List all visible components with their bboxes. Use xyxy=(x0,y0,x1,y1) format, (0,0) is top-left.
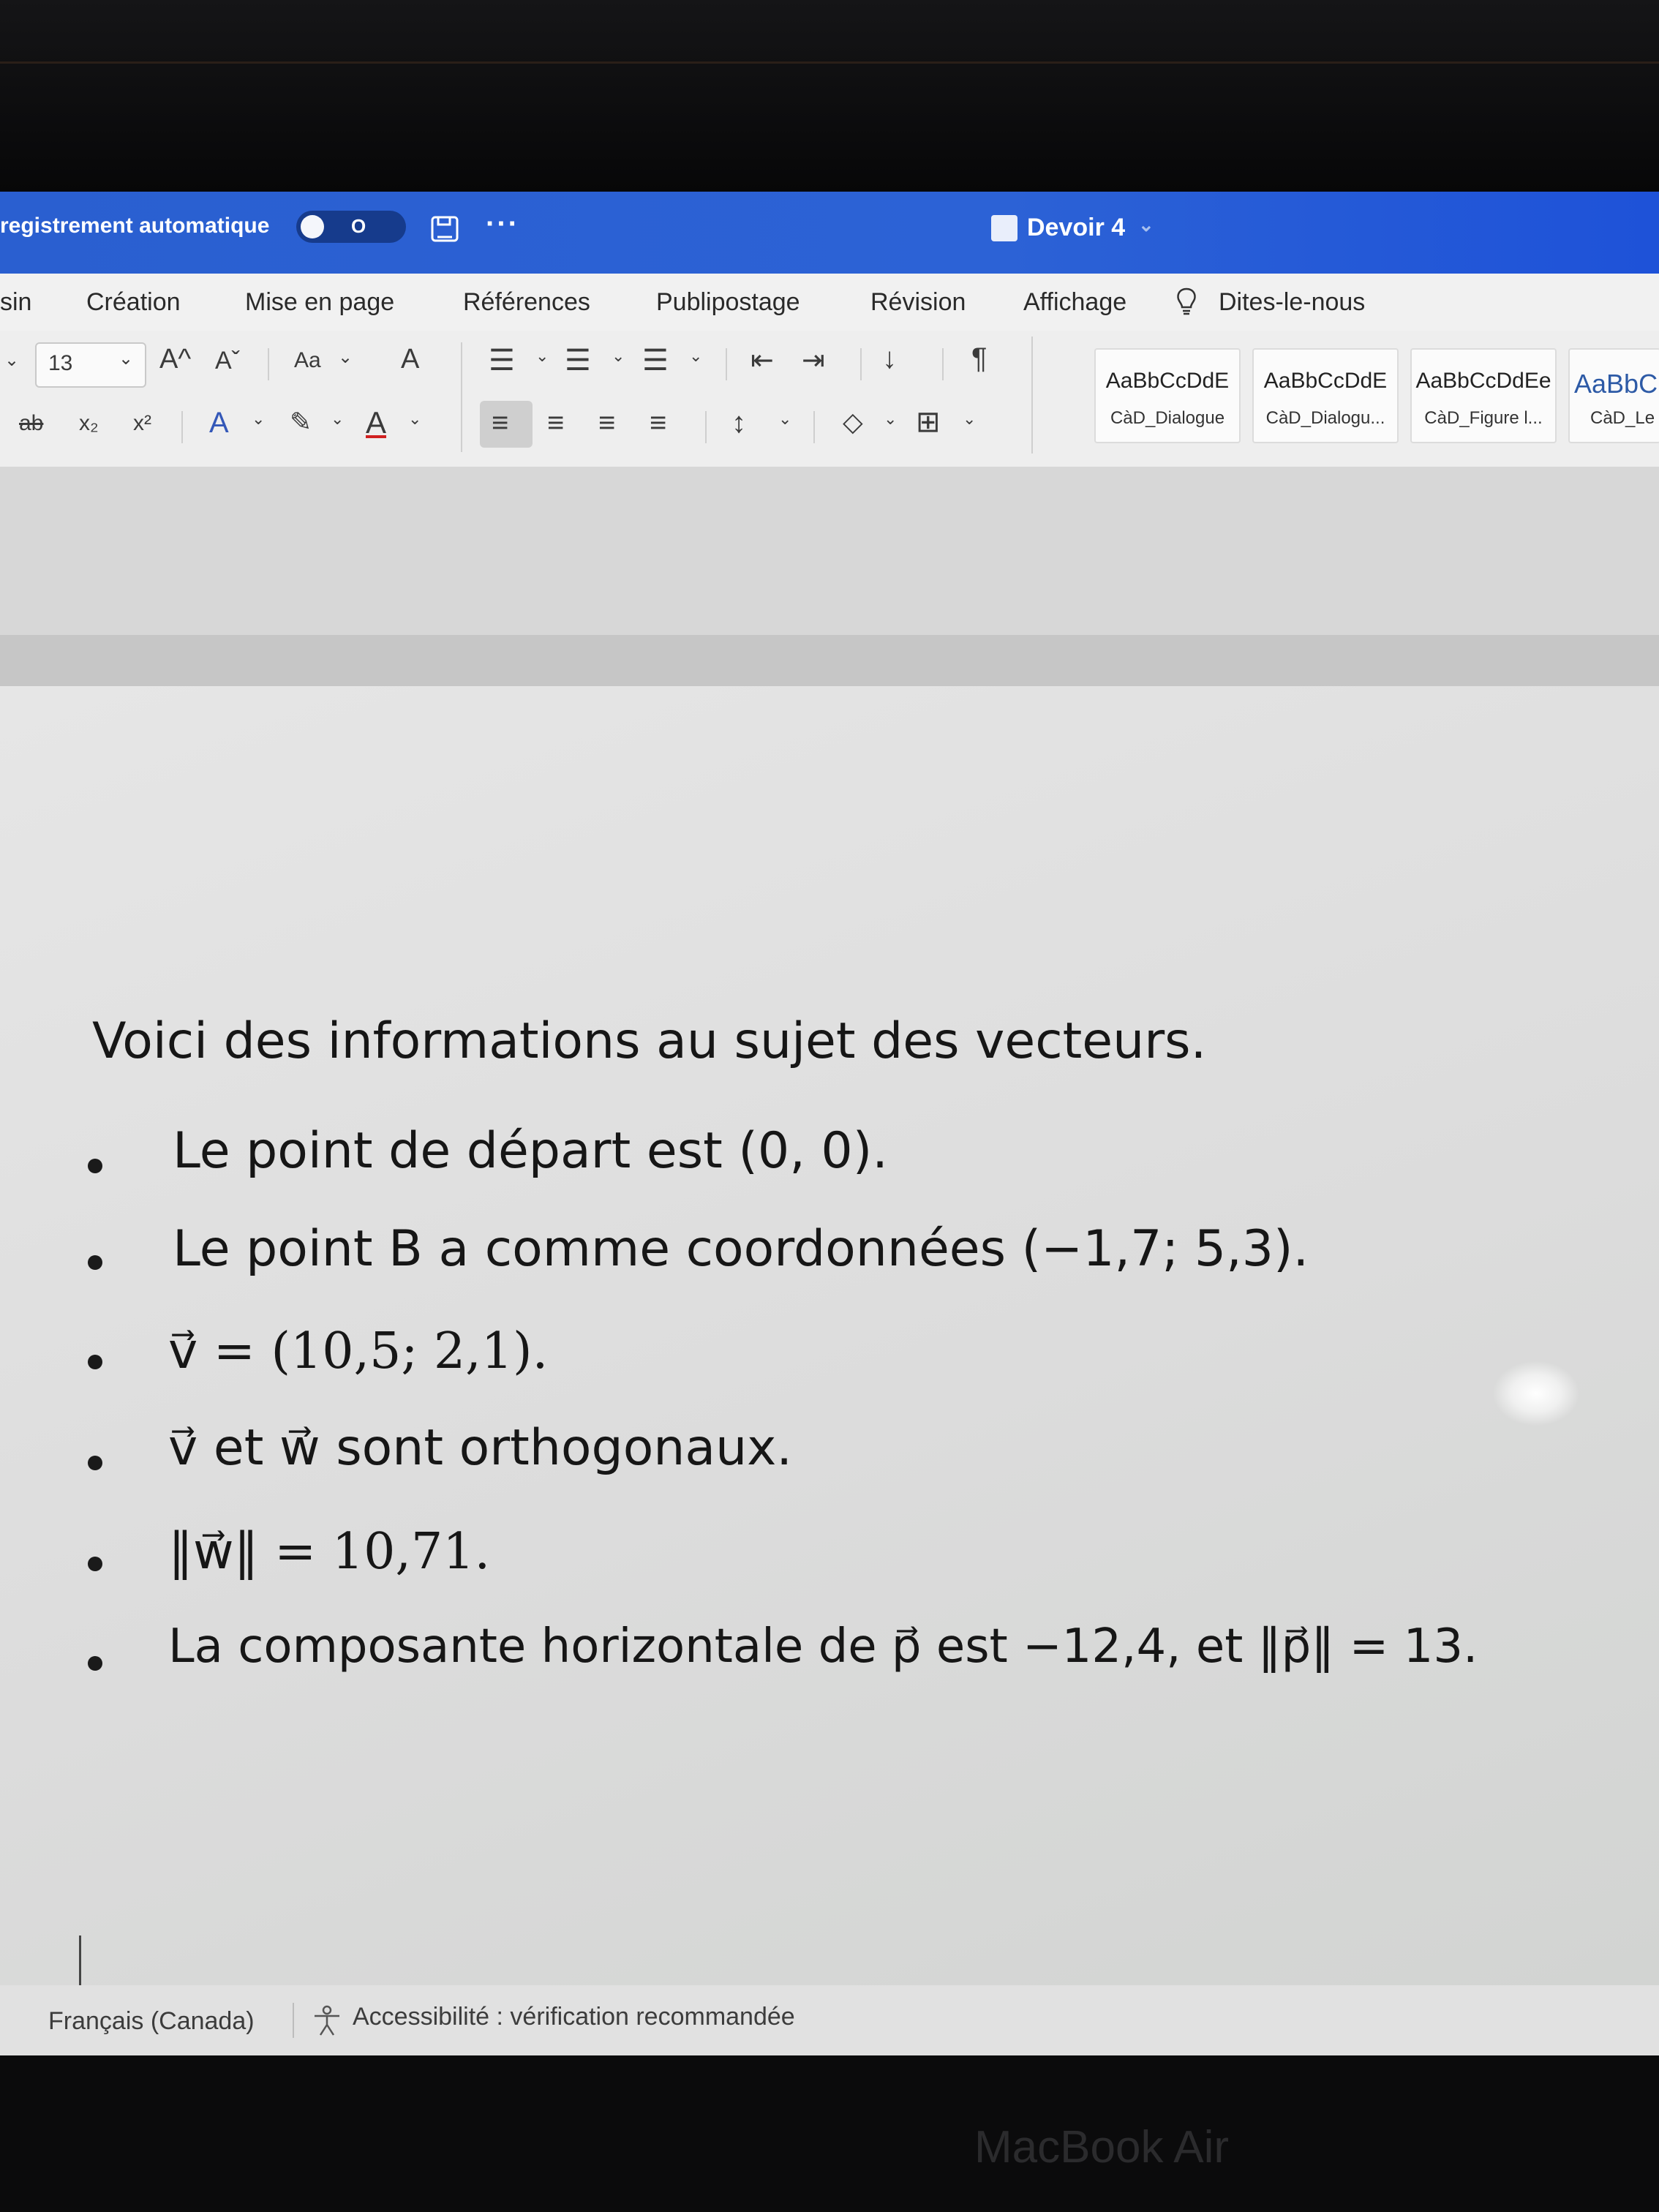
numbered-list-icon[interactable]: ☰ xyxy=(565,345,591,377)
style-preview: AaBbCcDdEe xyxy=(1415,369,1551,393)
font-color-icon[interactable]: A xyxy=(366,405,387,440)
style-cad-dialogue[interactable] xyxy=(1094,348,1241,443)
superscript-button[interactable]: x² xyxy=(133,411,151,435)
accessibility-status[interactable]: Accessibilité : vérification recommandée xyxy=(353,2003,795,2031)
tab-revision[interactable]: Révision xyxy=(870,288,966,316)
chevron-down-icon[interactable]: ⌄ xyxy=(408,410,422,428)
lightbulb-icon xyxy=(1174,287,1199,316)
style-name: CàD_Figure l... xyxy=(1424,408,1543,428)
title-bar xyxy=(0,192,1659,274)
autosave-label: registrement automatique xyxy=(0,214,270,238)
shrink-font-button[interactable]: Aˇ xyxy=(215,347,240,375)
pilcrow-icon[interactable]: ¶ xyxy=(971,342,988,375)
strikethrough-button[interactable]: ab xyxy=(19,411,44,435)
laptop-brand-label: MacBook Air xyxy=(974,2122,1230,2172)
align-center-icon[interactable]: ≡ xyxy=(547,407,565,439)
chevron-down-icon[interactable]: ⌄ xyxy=(689,347,703,365)
bullet-marker xyxy=(88,1255,102,1270)
subscript-button[interactable]: x₂ xyxy=(79,411,99,435)
tab-mise-en-page[interactable]: Mise en page xyxy=(245,288,395,316)
word-document-icon xyxy=(991,215,1017,241)
increase-indent-icon[interactable]: ⇥ xyxy=(802,345,825,376)
grow-font-button[interactable]: A^ xyxy=(159,344,192,375)
text-effects-icon[interactable]: A xyxy=(209,407,229,439)
toggle-state: O xyxy=(351,215,366,237)
list-item: La composante horizontale de p⃗ est −12,4, et ‖p⃗‖ = 13. xyxy=(168,1620,1478,1674)
document-title[interactable]: Devoir 4 xyxy=(1027,214,1126,241)
justify-icon[interactable]: ≡ xyxy=(650,407,667,439)
bullet-marker xyxy=(88,1557,102,1571)
bullet-marker xyxy=(88,1355,102,1369)
font-size-value: 13 xyxy=(48,351,73,375)
accessibility-icon[interactable] xyxy=(310,2004,344,2038)
chevron-down-icon[interactable]: ⌄ xyxy=(1138,214,1154,236)
divider xyxy=(860,348,862,380)
bezel-edge xyxy=(0,61,1659,64)
font-size-select[interactable] xyxy=(35,342,146,388)
style-preview: AaBbCcDdE xyxy=(1105,369,1230,393)
line-spacing-icon[interactable]: ↕ xyxy=(731,407,746,439)
shading-icon[interactable]: ◇ xyxy=(843,407,863,437)
tab-creation[interactable]: Création xyxy=(86,288,181,316)
divider xyxy=(942,348,944,380)
chevron-down-icon[interactable]: ⌄ xyxy=(535,347,549,365)
bullet-marker xyxy=(88,1159,102,1173)
status-bar xyxy=(0,1985,1659,2055)
screen-bezel-top xyxy=(0,0,1659,192)
chevron-down-icon[interactable]: ⌄ xyxy=(252,410,266,428)
tell-me-search[interactable]: Dites-le-nous xyxy=(1219,288,1366,316)
chevron-down-icon[interactable]: ⌄ xyxy=(338,347,353,367)
list-item: v⃗ et w⃗ sont orthogonaux. xyxy=(168,1419,793,1477)
divider xyxy=(813,411,815,443)
divider xyxy=(726,348,727,380)
clear-formatting-icon[interactable]: A xyxy=(401,344,420,375)
highlighter-icon[interactable]: ✎ xyxy=(290,407,312,437)
divider xyxy=(268,348,269,380)
style-cad-figure[interactable] xyxy=(1410,348,1557,443)
tab-dessin[interactable]: sin xyxy=(0,288,32,316)
screen-glare xyxy=(1492,1361,1580,1426)
sort-icon[interactable]: ↓ xyxy=(882,342,897,375)
align-right-icon[interactable]: ≡ xyxy=(598,407,616,439)
bullet-marker xyxy=(88,1656,102,1671)
list-item: Le point de départ est (0, 0). xyxy=(173,1122,888,1180)
intro-paragraph: Voici des informations au sujet des vecteurs. xyxy=(92,1012,1207,1070)
more-options-icon[interactable]: ··· xyxy=(486,208,519,240)
toggle-knob xyxy=(301,215,324,238)
divider xyxy=(181,411,183,443)
change-case-button[interactable]: Aa xyxy=(294,348,321,372)
chevron-down-icon[interactable]: ⌄ xyxy=(612,347,625,365)
tab-affichage[interactable]: Affichage xyxy=(1023,288,1127,316)
chevron-down-icon[interactable]: ⌄ xyxy=(884,410,898,428)
ribbon-tabs xyxy=(0,274,1659,331)
style-name: CàD_Dialogu... xyxy=(1265,408,1385,428)
list-item: ‖w⃗‖ = 10,71. xyxy=(168,1523,491,1581)
chevron-down-icon: ⌄ xyxy=(118,349,134,369)
bullet-marker xyxy=(88,1456,102,1470)
list-item: v⃗ = (10,5; 2,1). xyxy=(168,1323,549,1380)
chevron-down-icon[interactable]: ⌄ xyxy=(778,410,792,428)
document-canvas xyxy=(0,467,1659,635)
chevron-down-icon[interactable]: ⌄ xyxy=(963,410,977,428)
style-cad-dialogue-2[interactable] xyxy=(1252,348,1399,443)
font-name-chevron-icon[interactable]: ⌄ xyxy=(4,350,20,370)
decrease-indent-icon[interactable]: ⇤ xyxy=(750,345,774,376)
style-name: CàD_Dialogue xyxy=(1110,408,1225,428)
divider xyxy=(1031,336,1033,454)
borders-icon[interactable]: ⊞ xyxy=(916,406,941,438)
tab-references[interactable]: Références xyxy=(463,288,590,316)
align-left-icon[interactable]: ≡ xyxy=(492,407,509,439)
multilevel-list-icon[interactable]: ☰ xyxy=(642,345,669,377)
tab-publipostage[interactable]: Publipostage xyxy=(656,288,800,316)
screen-bezel-bottom xyxy=(0,2055,1659,2212)
style-name: CàD_Le xyxy=(1590,408,1655,428)
style-preview: AaBbCcDdE xyxy=(1263,369,1388,393)
bullet-list-icon[interactable]: ☰ xyxy=(489,345,515,377)
list-item: Le point B a comme coordonnées (−1,7; 5,3). xyxy=(173,1220,1309,1278)
save-icon[interactable] xyxy=(430,215,459,243)
style-cad-le[interactable] xyxy=(1568,348,1659,443)
chevron-down-icon[interactable]: ⌄ xyxy=(331,410,345,428)
divider xyxy=(461,342,462,452)
page-gap xyxy=(0,635,1659,686)
language-status[interactable]: Français (Canada) xyxy=(48,2007,255,2035)
divider xyxy=(293,2003,294,2038)
autosave-toggle[interactable] xyxy=(296,211,406,243)
home-ribbon xyxy=(0,331,1659,468)
divider xyxy=(705,411,707,443)
style-preview: AaBbC xyxy=(1574,369,1658,399)
